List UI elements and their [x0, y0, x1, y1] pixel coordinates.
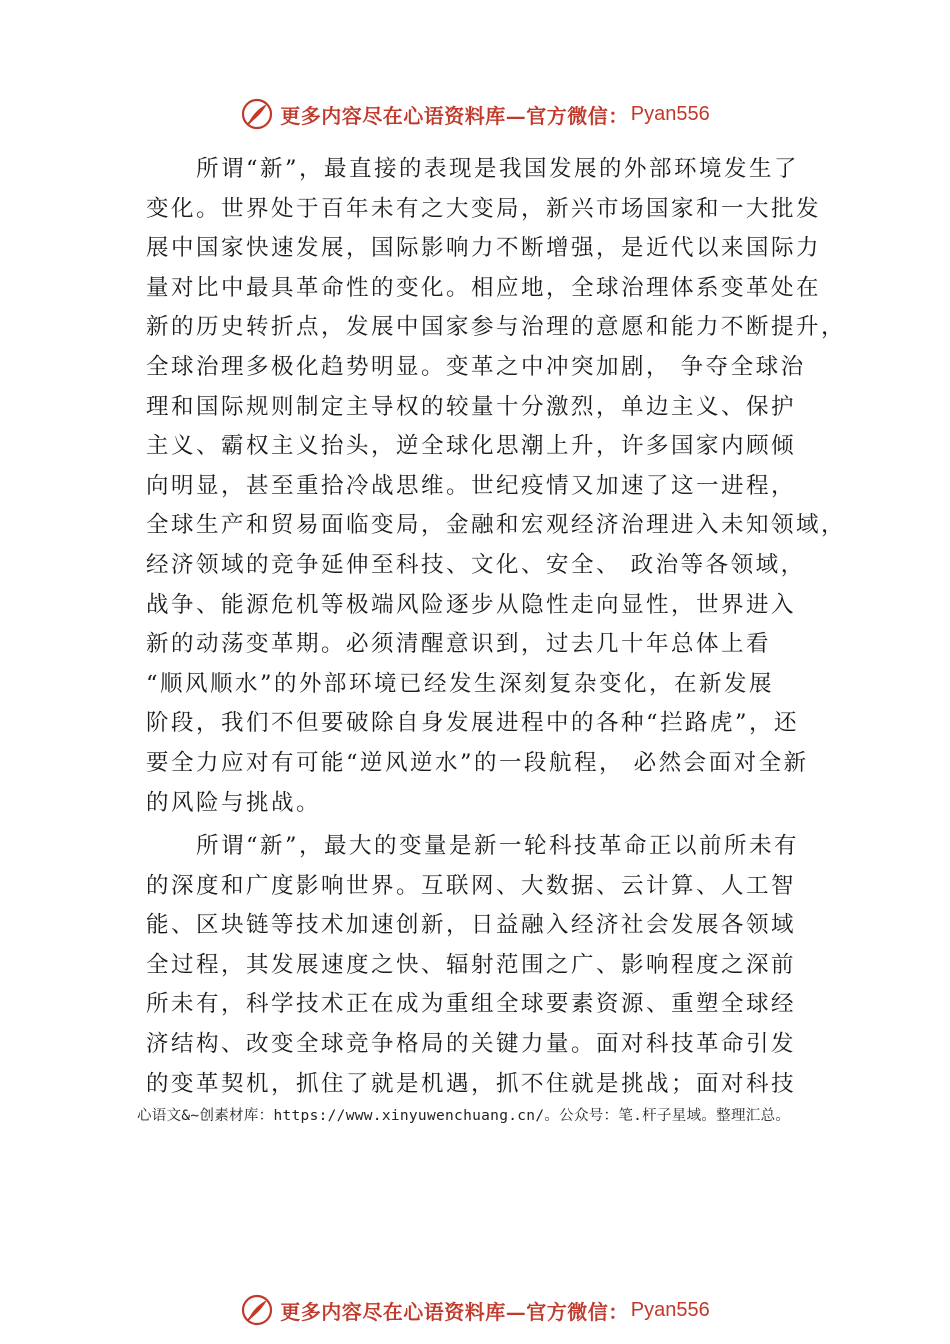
text-line: 全过程，其发展速度之快、辐射范围之广、影响程度之深前 [146, 951, 797, 978]
page-header-top [0, 94, 950, 134]
text-line: 所谓“新”，最直接的表现是我国发展的外部环境发生了 [196, 156, 800, 182]
text-line: 所未有，科学技术正在成为重组全球要素资源、重塑全球经 [146, 991, 797, 1018]
text-line: 的深度和广度影响世界。互联网、大数据、云计算、人工智 [146, 872, 797, 899]
text-line: 的变革契机，抓住了就是机遇，抓不住就是挑战；面对科技 [146, 1070, 797, 1097]
paragraph-1 [146, 150, 847, 823]
header-wechat-id: Pyan556 [630, 1298, 710, 1321]
text-line: 阶段，我们不但要破除自身发展进程中的各种“拦路虎”，还 [146, 710, 800, 737]
text-line: 主义、霸权主义抬头，逆全球化思潮上升，许多国家内顾倾 [146, 433, 797, 460]
page-header-bottom [0, 1290, 950, 1330]
article-body [146, 150, 847, 1104]
text-line: 新的动荡变革期。必须清醒意识到，过去几十年总体上看 [146, 631, 772, 658]
text-line: 展中国家快速发展，国际影响力不断增强，是近代以来国际力 [146, 235, 822, 262]
text-line: 所谓“新”，最大的变量是新一轮科技革命正以前所未有 [196, 833, 800, 860]
text-line: 战争、能源危机等极端风险逐步从隐性走向显性，世界进入 [146, 591, 797, 618]
text-line: “顺风顺水”的外部环境已经发生深刻复杂变化，在新发展 [146, 670, 775, 697]
text-line: 要全力应对有可能“逆风逆水”的一段航程， 必然会面对全新 [146, 749, 809, 776]
text-line: 经济领域的竞争延伸至科技、文化、安全、 政治等各领域， [146, 551, 806, 578]
quill-pen-logo-icon [240, 97, 274, 131]
text-line: 理和国际规则制定主导权的较量十分激烈，单边主义、保护 [146, 393, 797, 420]
source-note: 心语文&~创素材库：https://www.xinyuwenchuang.cn/。公众号：笔.杆子星域。整理汇总。 [137, 1108, 791, 1124]
text-line: 能、区块链等技术加速创新，日益融入经济社会发展各领域 [146, 912, 797, 939]
header-title: 更多内容尽在心语资料库—官方微信： [280, 103, 629, 128]
text-line: 济结构、改变全球竞争格局的关键力量。面对科技革命引发 [146, 1031, 797, 1058]
text-line: 量对比中最具革命性的变化。相应地，全球治理体系变革处在 [146, 274, 822, 301]
text-line: 全球治理多极化趋势明显。变革之中冲突加剧， 争夺全球治 [146, 353, 806, 380]
text-line: 的风险与挑战。 [146, 789, 322, 816]
header-wechat-id: Pyan556 [630, 102, 710, 125]
text-line: 向明显，甚至重拾冷战思维。世纪疫情又加速了这一进程， [146, 472, 797, 499]
text-line: 新的历史转折点，发展中国家参与治理的意愿和能力不断提升， [146, 314, 847, 341]
text-line: 变化。世界处于百年未有之大变局，新兴市场国家和一大批发 [146, 195, 822, 222]
text-line: 全球生产和贸易面临变局，金融和宏观经济治理进入未知领域， [146, 512, 847, 539]
header-title: 更多内容尽在心语资料库—官方微信： [280, 1299, 629, 1324]
quill-pen-logo-icon [240, 1293, 274, 1327]
paragraph-2 [146, 827, 836, 1104]
